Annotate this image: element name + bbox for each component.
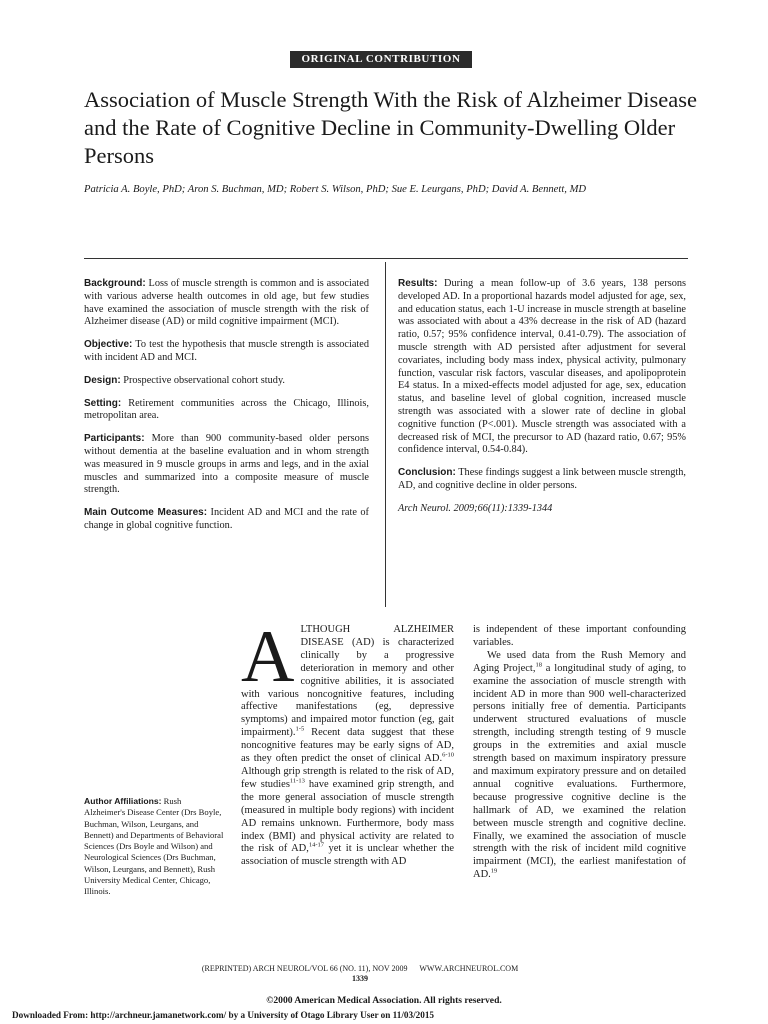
- abstract-right-column: [398, 278, 686, 514]
- footer-journal-line: (REPRINTED) ARCH NEUROL/VOL 66 (NO. 11), NOV 2009 WWW.ARCHNEUROL.COM: [201, 964, 519, 973]
- section-banner: ORIGINAL CONTRIBUTION: [290, 51, 472, 68]
- download-notice: Downloaded From: http://archneur.jamanetwork.com/ by a University of Otago Library User on 11/03/2015: [12, 1010, 435, 1020]
- body-column-2: [473, 624, 686, 882]
- drop-cap: A: [241, 616, 295, 698]
- abstract-column-divider: [385, 262, 386, 607]
- abstract-objective: Objective: To test the hypothesis that muscle strength is associated with incident AD and MCI.: [84, 339, 369, 363]
- intro-paragraph-1: ALTHOUGH ALZHEIMER DISEASE (AD) is characterized clinically by a progressive deterioration in memory and other cognitive abilities, it is associated with various noncognitive features, including affective manifestations (eg, depressive symptoms) and impaired motor function (eg, gait impairment).$^{1-5}$ Recent data suggest that these noncognitive features may be early signs of AD, as they often predict the onset of clinical AD.$^{6-10}$ Although grip strength is related to the risk of AD, few studies$^{11-13}$ have examined grip strength, and the more general association of muscle strength (measured in multiple body regions) with incident AD remains unknown. Furthermore, body mass index (BMI) and physical activity are related to the risk of AD,$^{14-17}$ yet it is unclear whether the association of muscle strength with AD: [241, 616, 454, 868]
- intro-paragraph-2: We used data from the Rush Memory and Aging Project,$^{18}$ a longitudinal study of aging, to examine the association of muscle strength with incident AD in more than 900 well-characterized persons initially free of dementia. Participants underwent structured evaluations of muscle strength, including strength testing of 9 muscle groups in the extremities and axial muscle strength based on maximum inspiratory pressure and maximum expiratory pressure and on detailed annual cognitive evaluations. Furthermore, because progressive cognitive decline is the hallmark of AD, we examined the relation between muscle strength and cognitive decline. Finally, we examined the association of muscle strength with the risk of incident mild cognitive impairment (MCI), the earliest manifestation of AD.$^{19}$: [473, 649, 686, 881]
- intro-paragraph-1-continued: is independent of these important confounding variables.: [473, 624, 686, 648]
- article-title: Association of Muscle Strength With the Risk of Alzheimer Disease and the Rate of Cognitive Decline in Community-Dwelling Older Persons: [84, 87, 697, 168]
- author-affiliations: Author Affiliations: Rush Alzheimer's Disease Center (Drs Boyle, Buchman, Wilson, Leurgans, and Bennett) and Departments of Behavioral Sciences (Drs Boyle and Wilson) and Neurological Sciences (Drs Buchman, Wilson, Leurgans, and Bennett), Rush University Medical Center, Chicago, Illinois.: [84, 796, 224, 897]
- page-footer: [170, 964, 550, 984]
- body-column-1: [241, 616, 454, 869]
- abstract-design: Design: Prospective observational cohort study.: [84, 374, 286, 386]
- abstract-setting: Setting: Retirement communities across the Chicago, Illinois, metropolitan area.: [84, 397, 369, 422]
- abstract-background: Background: Loss of muscle strength is common and is associated with various adverse health outcomes in old age, but few studies have examined the association of muscle strength with the risk of Alzheimer disease (AD) or mild cognitive impairment (MCI).: [84, 278, 369, 328]
- abstract-citation: Arch Neurol. 2009;66(11):1339-1344: [398, 502, 553, 514]
- abstract-main-outcome: Main Outcome Measures: Incident AD and MCI and the rate of change in global cognitive function.: [84, 507, 369, 531]
- abstract-participants: Participants: More than 900 community-based older persons without dementia at the baseline evaluation and in whom strength was measured in 9 muscle groups in arms and legs, and in the axial muscles and summarized into a composite measure of muscle strength.: [84, 433, 369, 496]
- page-number: 1339: [352, 974, 368, 983]
- abstract-results: Results: During a mean follow-up of 3.6 years, 138 persons developed AD. In a proportional hazards model adjusted for age, sex, and education status, each 1-U increase in muscle strength at baseline was associated with about a 43% decrease in the risk of AD (hazard ratio, 0.57; 95% confidence interval, 0.41-0.79). The association of muscle strength with AD persisted after adjustment for several covariates, including body mass index, physical activity, pulmonary function, vascular risk factors, vascular diseases, and apolipoprotein E4 status. In a mixed-effects model adjusted for age, sex, education status, and baseline level of global cognition, increased muscle strength was associated with a slower rate of decline in global cognitive function (P<.001). Muscle strength was associated with a decreased risk of MCI, the precursor to AD (hazard ratio, 0.67; 95% confidence interval, 0.54-0.84).: [398, 278, 686, 456]
- abstract-left-column: [84, 278, 369, 543]
- abstract-conclusion: Conclusion: These findings suggest a link between muscle strength, AD, and cognitive decline in older persons.: [398, 467, 686, 491]
- abstract-top-rule: [84, 258, 688, 259]
- copyright-notice: ©2000 American Medical Association. All rights reserved.: [266, 995, 502, 1006]
- author-list: Patricia A. Boyle, PhD; Aron S. Buchman, MD; Robert S. Wilson, PhD; Sue E. Leurgans, PhD; David A. Bennett, MD: [84, 184, 587, 195]
